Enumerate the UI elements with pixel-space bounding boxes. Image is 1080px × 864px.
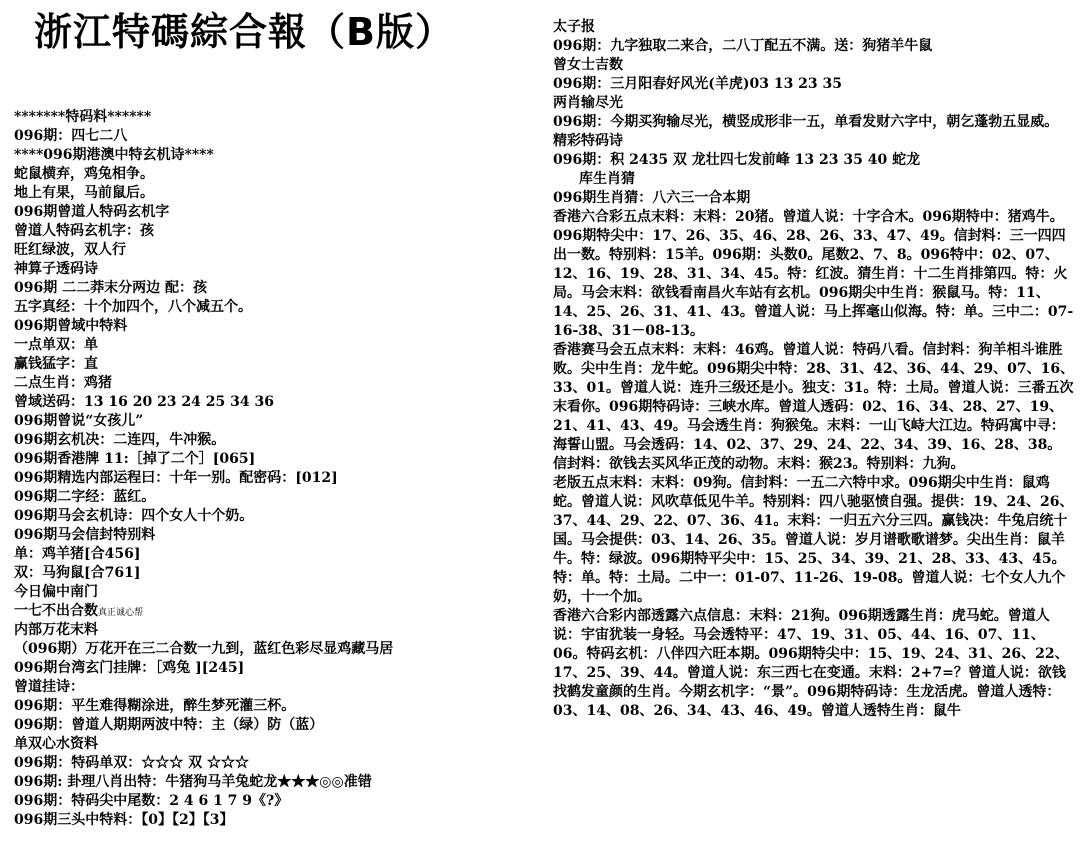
line-text: 库生肖猜 <box>579 171 635 187</box>
left-line <box>14 602 534 621</box>
left-line <box>14 792 534 811</box>
line-text: 096期：特码单双：☆☆☆ 双 ☆☆☆ <box>14 755 249 771</box>
line-text: 096期曾道人特码玄机字 <box>14 204 170 220</box>
right-line <box>553 37 1075 56</box>
line-text: 单双心水资料 <box>14 736 98 752</box>
line-text: 内部万花末料 <box>14 622 98 638</box>
right-line <box>553 75 1075 94</box>
right-line <box>553 341 1075 474</box>
line-text: 096期马会玄机诗：四个女人十个奶。 <box>14 508 254 524</box>
line-text: 香港赛马会五点末料：末料：46鸡。曾道人说：特码八看。信封料：狗羊相斗谁胜败。尖中生肖：龙牛蛇。096期尖中特：28、31、42、36、44、29、07、16、33、01。曾道人说：连升三级还是小。独支：31。特：土局。曾道人说：三番五次末看你。096期特码诗：三峡水库。曾道人透码：02、16、34、28、27、19、21、41、43、49。马会透生肖：狗猴兔。末料：一山飞峙大江边。特码寓中寻：海誓山盟。马会透码：14、02、37、29、24、22、34、39、16、28、38。信封料：欲钱去买风华正茂的动物。末料：猴23。特别料：九狗。 <box>553 342 1075 472</box>
right-line <box>553 170 1075 189</box>
line-text: 一点单双：单 <box>14 337 98 353</box>
line-text: 096期：平生难得糊涂进，醉生梦死灌三杯。 <box>14 698 296 714</box>
line-text: 096期曾说“女孩儿” <box>14 413 144 429</box>
line-text: *******特码料****** <box>14 109 152 125</box>
line-text: 一七不出合数 <box>14 603 98 619</box>
line-text: 曾域送码：13 16 20 23 24 25 34 36 <box>14 394 274 410</box>
left-line <box>14 811 534 830</box>
line-text: 096期：四七二八 <box>14 128 128 144</box>
line-text: 老版五点末料：末料：09狗。信封料：一五二六特中求。096期尖中生肖：鼠鸡蛇。曾道人说：风吹草低见牛羊。特别料：四八驰驱愤自强。提供：19、24、26、37、44、29、22、07、36、41。末料：一归五六分三四。赢钱决：牛兔启统十国。马会提供：03、14、26、35。曾道人说：岁月谱歌歌谱梦。尖出生肖：鼠羊牛。特：绿波。096期特平尖中：15、25、34、39、21、28、33、43、45。特：单。特：土局。二中一：01-07、11-26、19-08。曾道人说：七个女人九个奶，十一个加。 <box>553 475 1074 605</box>
left-line <box>14 184 534 203</box>
left-line <box>14 298 534 317</box>
left-line <box>14 279 534 298</box>
left-line <box>14 146 534 165</box>
left-line <box>14 488 534 507</box>
left-line <box>14 735 534 754</box>
line-text: 地上有果，马前鼠后。 <box>14 185 154 201</box>
line-text: 096期：三月阳春好风光(羊虎)03 13 23 35 <box>553 76 843 92</box>
right-line <box>553 56 1075 75</box>
left-line <box>14 545 534 564</box>
line-text: 096期三头中特料：【0】【2】【3】 <box>14 812 234 828</box>
right-line <box>553 18 1075 37</box>
right-line <box>553 113 1075 132</box>
left-line <box>14 317 534 336</box>
line-text: 096期二字经：蓝红。 <box>14 489 156 505</box>
left-line <box>14 583 534 602</box>
line-text: 096期：今期买狗输尽光，横竖成形非一五，单看发财六字中，朝乞蓬勃五显威。 <box>553 114 1059 130</box>
line-text: 单：鸡羊猪[合456] <box>14 546 141 562</box>
line-text: 096期: 卦理八肖出特：牛猪狗马羊兔蛇龙★★★◎◎准错 <box>14 774 372 790</box>
right-line <box>553 151 1075 170</box>
left-line <box>14 260 534 279</box>
left-line <box>14 697 534 716</box>
line-text: 096期玄机决：二连四，牛冲猴。 <box>14 432 226 448</box>
left-line <box>14 393 534 412</box>
line-text: 两肖输尽光 <box>553 95 623 111</box>
line-text: 096期 二二莽末分两边 配：孩 <box>14 280 207 296</box>
left-line <box>14 716 534 735</box>
left-line <box>14 640 534 659</box>
left-line <box>14 678 534 697</box>
right-line <box>553 189 1075 208</box>
line-text: 096期精选内部运程曰：十年一别。配密码：[012] <box>14 470 338 486</box>
left-line <box>14 526 534 545</box>
line-text: 旺红绿波，双人行 <box>14 242 126 258</box>
left-line <box>14 165 534 184</box>
left-line <box>14 127 534 146</box>
left-line <box>14 754 534 773</box>
line-text: 双：马狗鼠[合761] <box>14 565 141 581</box>
line-text: 精彩特码诗 <box>553 133 623 149</box>
left-column <box>14 108 534 830</box>
line-text: 今日偏中南门 <box>14 584 98 600</box>
left-line <box>14 469 534 488</box>
left-line <box>14 222 534 241</box>
line-text: ****096期港澳中特玄机诗**** <box>14 147 214 163</box>
line-text: 香港六合彩内部透露六点信息：末料：21狗。096期透露生肖：虎马蛇。曾道人说：宇宙犹装一身轻。马会透特平：47、19、31、05、44、16、07、11、06。特码玄机：八伴四六旺本期。096期特尖中：15、19、24、31、26、22、17、25、39、44。曾道人说：东三西七在变通。末料：2+7=？曾道人说：欲钱找鹤发童颜的生肖。今期玄机字：“景”。096期特码诗：生龙活虎。曾道人透特：03、14、08、26、34、43、46、49。曾道人透特生肖：鼠牛 <box>553 608 1069 719</box>
right-column <box>553 18 1075 721</box>
right-line <box>553 132 1075 151</box>
line-text: 赢钱猛字：直 <box>14 356 98 372</box>
line-text: 096期：特码尖中尾数：2 4 6 1 7 9《?》 <box>14 793 289 809</box>
line-text: 096期曾域中特料 <box>14 318 128 334</box>
line-text: 096期台湾玄门挂牌：［鸡兔 ][245] <box>14 660 245 676</box>
page-title: 浙江特碼綜合報（B版） <box>34 10 454 54</box>
line-text: 二点生肖：鸡猪 <box>14 375 112 391</box>
line-text: 香港六合彩五点末料：末料：20猪。曾道人说：十字合木。096期特中：猪鸡牛。096期特尖中：17、26、35、46、28、26、33、47、49。信封料：三一四四出一数。特别料：15羊。096期：头数0。尾数2、7、8。096特中：02、07、12、16、19、28、31、34、45。特：红波。猜生肖：十二生肖排第四。特：火局。马会末料：欲钱看南昌火车站有玄机。096期尖中生肖：猴鼠马。特：11、14、25、26、31、41、43。曾道人说：马上挥毫山似海。特：单。三中二：07-16-38、31－08-13。 <box>553 209 1074 339</box>
line-text: 096期马会信封特别料 <box>14 527 156 543</box>
right-line <box>553 474 1075 607</box>
left-line <box>14 507 534 526</box>
left-line <box>14 431 534 450</box>
left-line <box>14 241 534 260</box>
line-text: 096期：九字独取二来合，二八丁配五不满。送：狗猪羊牛鼠 <box>553 38 933 54</box>
line-text: 曾女士吉数 <box>553 57 623 73</box>
line-text: 蛇鼠横弃，鸡兔相争。 <box>14 166 154 182</box>
left-line <box>14 659 534 678</box>
side-note: 真正诚心帮 <box>98 608 144 618</box>
left-line <box>14 773 534 792</box>
left-line <box>14 621 534 640</box>
line-text: 曾道人特码玄机字：孩 <box>14 223 154 239</box>
line-text: 096期：曾道人期期两波中特：主（绿）防（蓝） <box>14 717 324 733</box>
left-line <box>14 336 534 355</box>
line-text: 太子报 <box>553 19 595 35</box>
left-line <box>14 412 534 431</box>
left-line <box>14 450 534 469</box>
line-text: 五字真经：十个加四个，八个减五个。 <box>14 299 252 315</box>
line-text: 神算子透码诗 <box>14 261 98 277</box>
left-line <box>14 355 534 374</box>
right-line <box>553 208 1075 341</box>
line-text: 096期：积 2435 双 龙壮四七发前峰 13 23 35 40 蛇龙 <box>553 152 921 168</box>
line-text: 096期香港牌 11:［掉了二个］[065] <box>14 451 256 467</box>
left-line <box>14 374 534 393</box>
right-line <box>553 607 1075 721</box>
left-line <box>14 203 534 222</box>
line-text: 096期生肖猜：八六三一合本期 <box>553 190 751 206</box>
left-line <box>14 564 534 583</box>
right-line <box>553 94 1075 113</box>
left-line <box>14 108 534 127</box>
line-text: （096期）万花开在三二合数一九到，蓝红色彩尽显鸡藏马居 <box>14 641 394 657</box>
line-text: 曾道挂诗： <box>14 679 84 695</box>
